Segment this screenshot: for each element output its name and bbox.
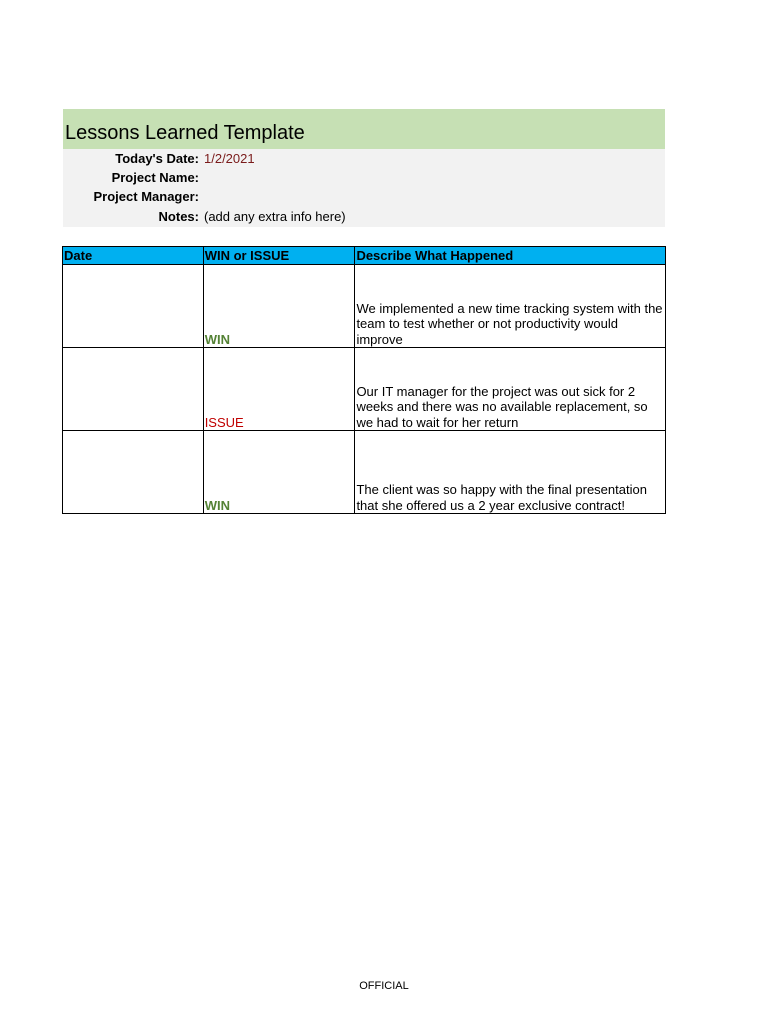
todays-date-label: Today's Date: <box>115 151 199 166</box>
date-cell[interactable] <box>63 431 204 514</box>
title-band <box>63 109 665 149</box>
todays-date-value[interactable]: 1/2/2021 <box>204 151 255 166</box>
project-name-row <box>63 168 665 187</box>
status-cell[interactable]: WIN <box>203 265 355 348</box>
lessons-table <box>62 246 666 514</box>
table-row <box>63 348 666 431</box>
project-name-label: Project Name: <box>111 170 199 185</box>
notes-value[interactable]: (add any extra info here) <box>204 209 346 224</box>
project-manager-row <box>63 187 665 206</box>
page-title: Lessons Learned Template <box>65 122 305 144</box>
date-cell[interactable] <box>63 348 204 431</box>
status-cell[interactable]: WIN <box>203 431 355 514</box>
status-cell[interactable]: ISSUE <box>203 348 355 431</box>
table-header-row <box>63 247 666 265</box>
notes-row <box>63 207 665 226</box>
date-cell[interactable] <box>63 265 204 348</box>
column-header-description: Describe What Happened <box>355 247 666 265</box>
table-row <box>63 431 666 514</box>
description-cell[interactable]: Our IT manager for the project was out sick for 2 weeks and there was no available replacement, so we had to wait for her return <box>355 348 666 431</box>
table-row <box>63 265 666 348</box>
project-manager-label: Project Manager: <box>93 189 199 204</box>
column-header-win-or-issue: WIN or ISSUE <box>203 247 355 265</box>
description-cell[interactable]: We implemented a new time tracking system with the team to test whether or not productivity would improve <box>355 265 666 348</box>
notes-label: Notes: <box>158 209 199 224</box>
description-cell[interactable]: The client was so happy with the final presentation that she offered us a 2 year exclusive contract! <box>355 431 666 514</box>
todays-date-row <box>63 149 665 168</box>
project-info-section <box>63 149 665 227</box>
footer-classification: OFFICIAL <box>359 980 409 992</box>
column-header-date: Date <box>63 247 204 265</box>
